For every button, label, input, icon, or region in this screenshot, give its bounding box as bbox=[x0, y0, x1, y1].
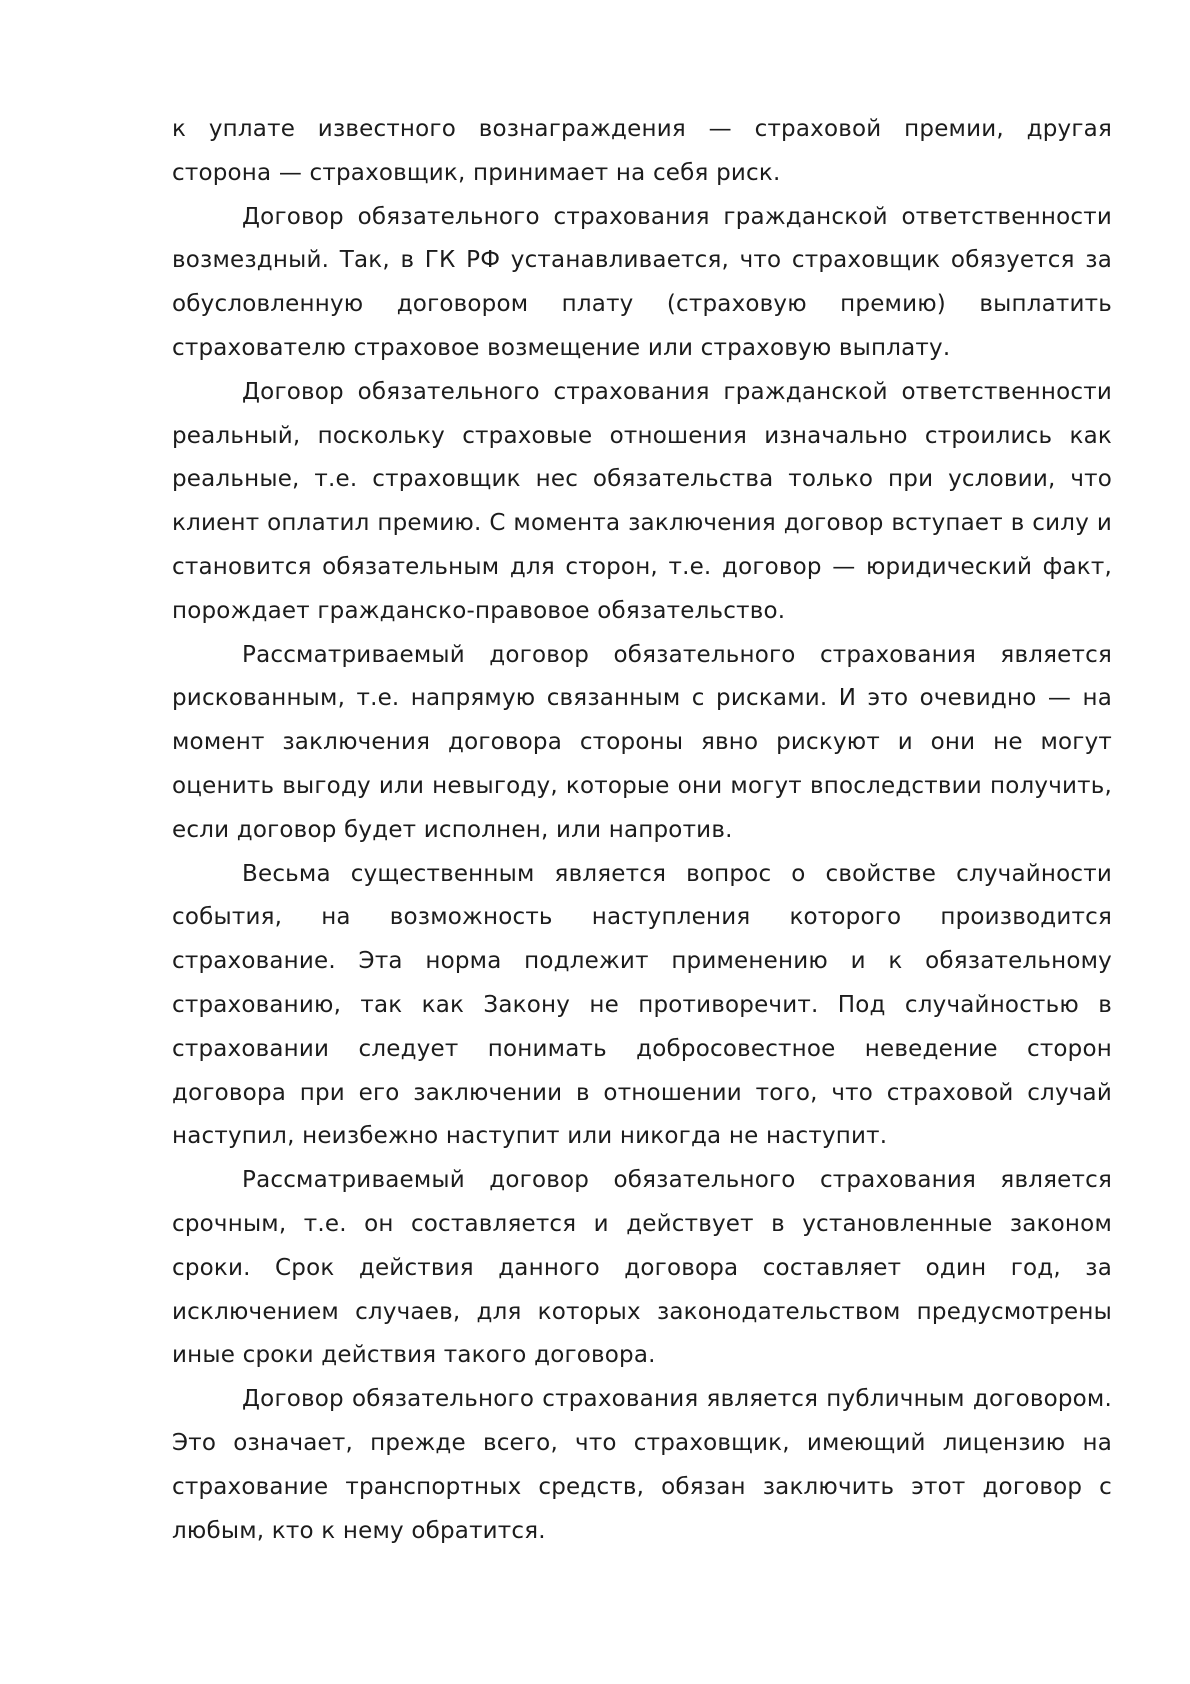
paragraph-compensated-contract: Договор обязательного страхования гражданской ответственности возмездный. Так, в ГК РФ устанавливается, что страховщик обязуется за обусловленную договором плату (страховую премию) выплатить страхователю страховое возмещение или страховую выплату. bbox=[172, 203, 1112, 361]
paragraph-fixed-term-contract: Рассматриваемый договор обязательного страхования является срочным, т.е. он составляется и действует в установленные законом сроки. Срок действия данного договора составляет один год, за исключением случаев, для которых законодательством предусмотрены иные сроки действия такого договора. bbox=[172, 1167, 1112, 1369]
document-page bbox=[172, 108, 1112, 1553]
paragraph-risky-contract: Рассматриваемый договор обязательного страхования является рискованным, т.е. напрямую связанным с рисками. И это очевидно — на момент заключения договора стороны явно рискуют и они не могут оценить выгоду или невыгоду, которые они могут впоследствии получить, если договор будет исполнен, или напротив. bbox=[172, 641, 1112, 843]
paragraph-continuation: к уплате известного вознаграждения — страховой премии, другая сторона — страховщик, принимает на себя риск. bbox=[172, 116, 1112, 186]
paragraph-randomness-of-event: Весьма существенным является вопрос о свойстве случайности события, на возможность наступления которого производится страхование. Эта норма подлежит применению и к обязательному страхованию, так как Закону не противоречит. Под случайностью в страховании следует понимать добросовестное неведение сторон договора при его заключении в отношении того, что страховой случай наступил, неизбежно наступит или никогда не наступит. bbox=[172, 860, 1112, 1150]
paragraph-public-contract: Договор обязательного страхования является публичным договором. Это означает, прежде всего, что страховщик, имеющий лицензию на страхование транспортных средств, обязан заключить этот договор с любым, кто к нему обратится. bbox=[172, 1386, 1112, 1544]
paragraph-real-contract: Договор обязательного страхования гражданской ответственности реальный, поскольку страховые отношения изначально строились как реальные, т.е. страховщик нес обязательства только при условии, что клиент оплатил премию. С момента заключения договор вступает в силу и становится обязательным для сторон, т.е. договор — юридический факт, порождает гражданско-правовое обязательство. bbox=[172, 378, 1112, 624]
